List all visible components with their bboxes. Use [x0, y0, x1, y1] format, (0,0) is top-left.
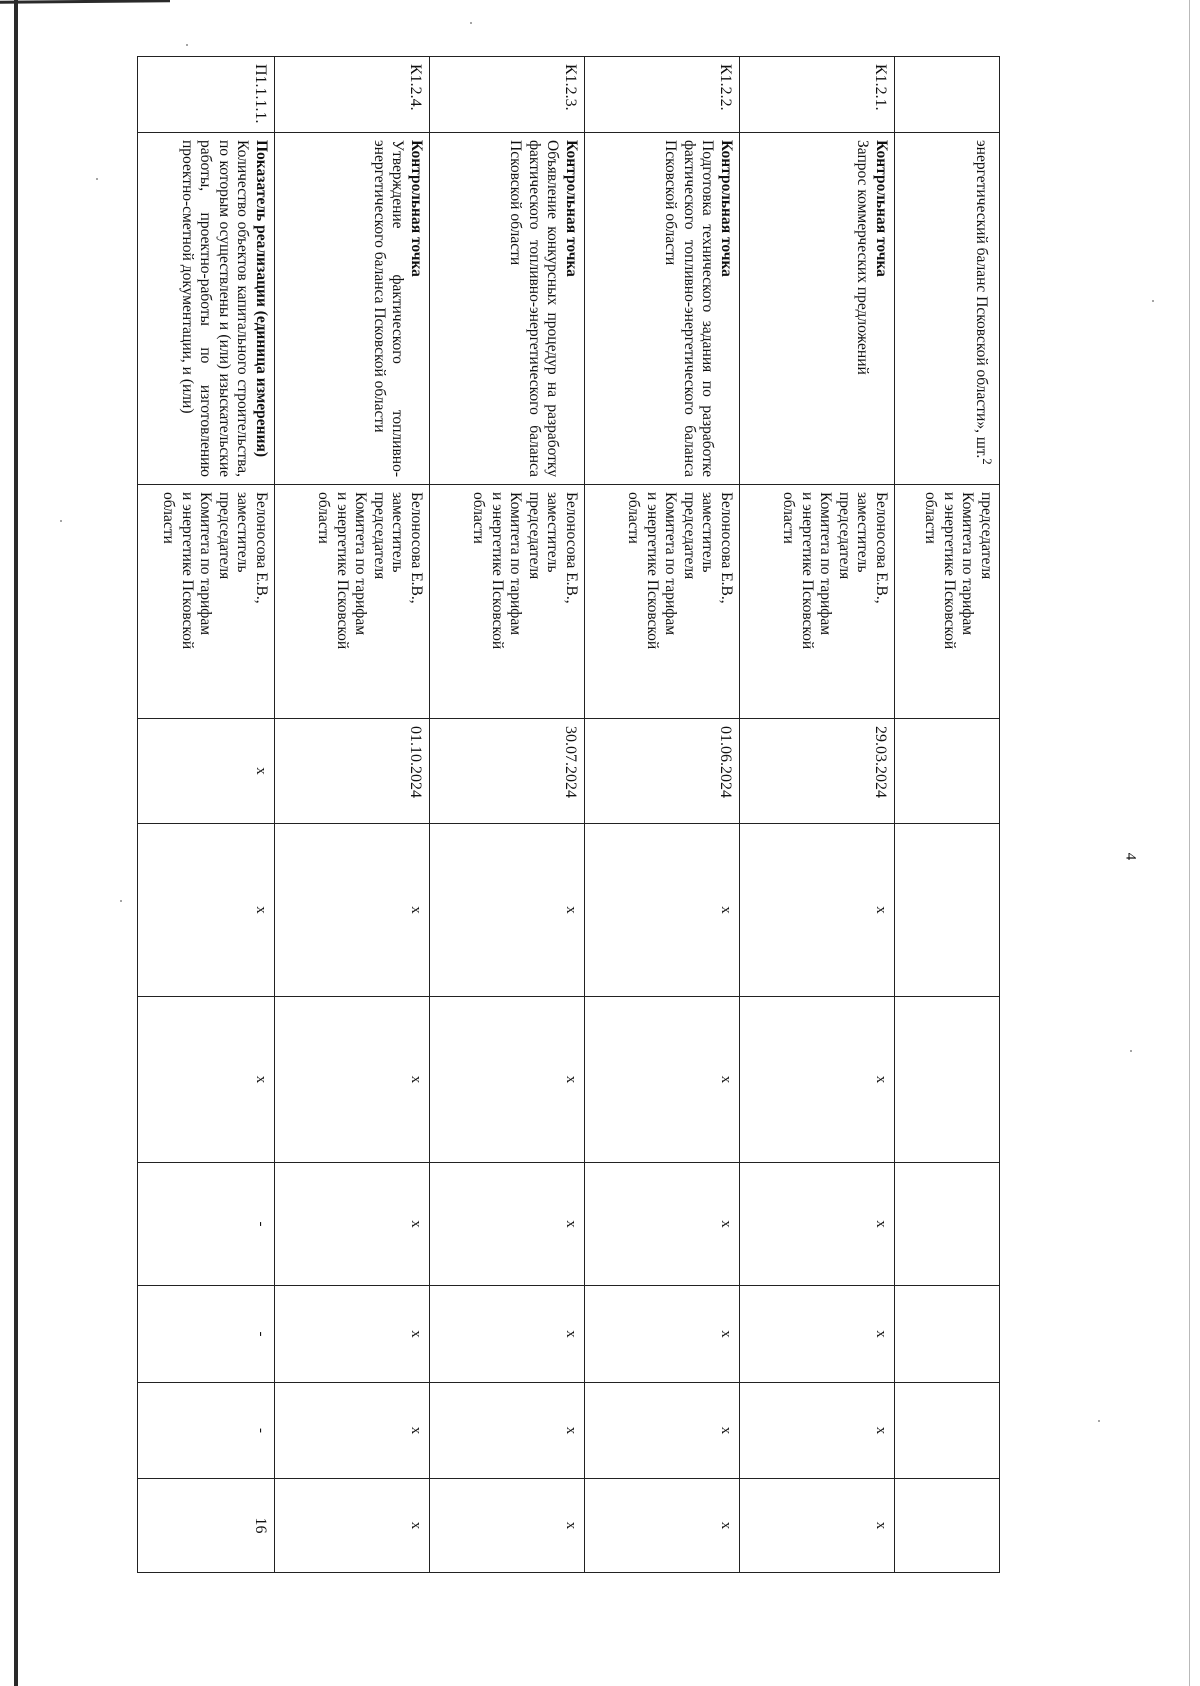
row-value-c6: x: [585, 1479, 740, 1573]
responsible-line: Комитета по тарифам: [662, 492, 680, 636]
row-value-c1: x: [430, 824, 585, 997]
responsible-line: Комитета по тарифам: [507, 492, 525, 636]
responsible-line: Белоносова Е.В.,: [253, 492, 270, 604]
rotated-page-content: [138, 56, 1000, 1664]
scan-speck: [470, 22, 472, 24]
row-value-c5: x: [275, 1383, 430, 1479]
row-value-c3: x: [275, 1163, 430, 1286]
responsible-line: председателя: [370, 492, 388, 580]
row-value-c1: x: [275, 824, 430, 997]
row-text: Утверждение фактического топливно-энергетического баланса Псковской области: [370, 140, 407, 477]
page-number: 4: [1122, 852, 1139, 861]
row-title: Контрольная точка: [718, 140, 735, 277]
row-value-c2: [895, 997, 1000, 1163]
row-description: [138, 133, 275, 485]
row-value-c5: x: [740, 1383, 895, 1479]
responsible-line: председателя: [978, 492, 995, 580]
row-date: 29.03.2024: [740, 719, 895, 824]
scan-speck: [1152, 300, 1154, 302]
responsible-line: председателя: [835, 492, 853, 580]
row-value-c2: x: [740, 997, 895, 1163]
row-value-c2: x: [585, 997, 740, 1163]
row-value-c4: x: [585, 1286, 740, 1383]
responsible-line: председателя: [215, 492, 233, 580]
scan-speck: [1130, 1050, 1132, 1052]
scan-speck: [120, 900, 122, 902]
row-value-c1: x: [585, 824, 740, 997]
responsible-line: Комитета по тарифам: [197, 492, 215, 636]
row-value-c5: x: [585, 1383, 740, 1479]
row-value-c4: x: [740, 1286, 895, 1383]
responsible-line: Комитета по тарифам: [352, 492, 370, 636]
row-description: [430, 133, 585, 485]
row-date: x: [138, 719, 275, 824]
row-title: Контрольная точка: [873, 140, 890, 277]
responsible-person: [895, 485, 1000, 719]
row-date: 30.07.2024: [430, 719, 585, 824]
row-value-c2: x: [430, 997, 585, 1163]
responsible-line: области: [315, 492, 333, 544]
row-date: 01.06.2024: [585, 719, 740, 824]
responsible-person: [275, 485, 430, 719]
row-code: К1.2.2.: [585, 57, 740, 133]
responsible-line: области: [625, 492, 643, 544]
scan-speck: [186, 44, 188, 46]
row-value-c3: -: [138, 1163, 275, 1286]
row-code: К1.2.1.: [740, 57, 895, 133]
row-value-c6: x: [740, 1479, 895, 1573]
row-value-c1: [895, 824, 1000, 997]
row-value-c3: x: [585, 1163, 740, 1286]
row-value-c5: [895, 1383, 1000, 1479]
row-value-c2: x: [275, 997, 430, 1163]
row-text: Количество объектов капитального строительства, по которым осуществлены и (или) изыскательские работы, проектно-работы по изготовлению проектно-сметной документации, и (или): [178, 140, 252, 477]
row-value-c6: x: [430, 1479, 585, 1573]
row-value-c1: x: [740, 824, 895, 997]
responsible-line: Белоносова Е.В.,: [563, 492, 580, 604]
responsible-line: и энергетике Псковской: [798, 492, 816, 650]
responsible-line: заместитель: [389, 492, 407, 573]
responsible-person: [740, 485, 895, 719]
row-title: Контрольная точка: [563, 140, 580, 277]
responsible-line: и энергетике Псковской: [178, 492, 196, 650]
responsible-line: заместитель: [699, 492, 717, 573]
responsible-person: [430, 485, 585, 719]
table-row: [138, 57, 275, 1665]
row-code: К1.2.3.: [430, 57, 585, 133]
table-row: [895, 57, 1000, 1665]
row-value-c6: x: [275, 1479, 430, 1573]
row-code: [895, 57, 1000, 133]
responsible-line: Комитета по тарифам: [959, 492, 977, 636]
responsible-line: Белоносова Е.В.,: [718, 492, 735, 604]
row-title: Контрольная точка: [408, 140, 425, 277]
responsible-line: и энергетике Псковской: [643, 492, 661, 650]
row-date: [895, 719, 1000, 824]
footnote-marker: 2: [980, 458, 995, 465]
row-code: К1.2.4.: [275, 57, 430, 133]
row-value-c6: 16: [138, 1479, 275, 1573]
responsible-line: и энергетике Псковской: [940, 492, 958, 650]
table-row: [740, 57, 895, 1665]
row-value-c3: x: [430, 1163, 585, 1286]
responsible-line: председателя: [525, 492, 543, 580]
responsible-line: области: [780, 492, 798, 544]
scan-speck: [96, 178, 98, 180]
row-value-c6: [895, 1479, 1000, 1573]
responsible-person: [138, 485, 275, 719]
responsible-line: области: [470, 492, 488, 544]
row-text: Подготовка технического задания по разработке фактического топливно-энергетического баланса Псковской области: [662, 140, 717, 477]
row-date: 01.10.2024: [275, 719, 430, 824]
row-code: П1.1.1.1.: [138, 57, 275, 133]
row-value-c4: x: [275, 1286, 430, 1383]
responsible-line: и энергетике Псковской: [333, 492, 351, 650]
row-value-c5: -: [138, 1383, 275, 1479]
table-row: [430, 57, 585, 1665]
row-text: Объявление конкурсных процедур на разработку фактического топливно-энергетического баланса Псковской области: [507, 140, 562, 477]
row-text: Запрос коммерческих предложений: [854, 140, 872, 375]
row-value-c4: -: [138, 1286, 275, 1383]
responsible-line: Белоносова Е.В.,: [873, 492, 890, 604]
table-row: [275, 57, 430, 1665]
scan-edge: [14, 0, 18, 1686]
row-text: энергетический баланс Псковской области», шт.: [972, 140, 990, 459]
responsible-person: [585, 485, 740, 719]
table-body: [138, 57, 1000, 1665]
row-description: [895, 133, 1000, 485]
row-value-c5: x: [430, 1383, 585, 1479]
row-title: Показатель реализации (единица измерения): [253, 140, 270, 458]
row-value-c1: x: [138, 824, 275, 997]
scan-speck: [1098, 1420, 1100, 1422]
scan-edge: [0, 0, 170, 4]
scan-speck: [60, 520, 62, 522]
responsible-line: заместитель: [544, 492, 562, 573]
row-description: [740, 133, 895, 485]
row-value-c4: [895, 1286, 1000, 1383]
row-value-c3: [895, 1163, 1000, 1286]
responsible-line: Белоносова Е.В.,: [408, 492, 425, 604]
row-value-c4: x: [430, 1286, 585, 1383]
responsible-line: заместитель: [234, 492, 252, 573]
responsible-line: области: [922, 492, 940, 544]
row-value-c2: x: [138, 997, 275, 1163]
scan-edge: [1189, 0, 1190, 1686]
responsible-line: и энергетике Псковской: [488, 492, 506, 650]
responsible-line: Комитета по тарифам: [817, 492, 835, 636]
row-value-c3: x: [740, 1163, 895, 1286]
table-row: [585, 57, 740, 1665]
responsible-line: области: [160, 492, 178, 544]
row-description: [275, 133, 430, 485]
responsible-line: председателя: [680, 492, 698, 580]
responsible-line: заместитель: [854, 492, 872, 573]
plan-table: [137, 56, 1000, 1665]
row-description: [585, 133, 740, 485]
